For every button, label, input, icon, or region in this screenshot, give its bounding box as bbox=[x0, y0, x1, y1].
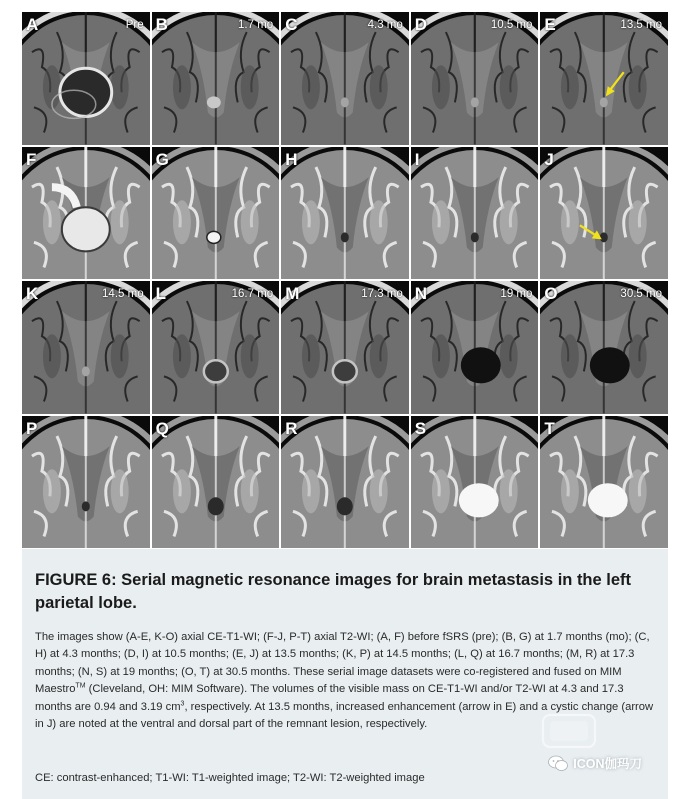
mri-panel-t bbox=[540, 416, 668, 549]
panel-time-label: 10.5 mo bbox=[490, 19, 533, 31]
figure-title: FIGURE 6: Serial magnetic resonance images for brain metastasis in the left parietal lobe. bbox=[35, 571, 632, 612]
panel-letter: Q bbox=[155, 418, 169, 438]
figure-abbreviations: CE: contrast-enhanced; T1-WI: T1-weighted image; T2-WI: T2-weighted image bbox=[35, 772, 425, 784]
mri-panel-s bbox=[411, 416, 539, 549]
mri-image bbox=[411, 12, 539, 145]
panel-letter: D bbox=[414, 15, 428, 34]
figure-image-grid bbox=[22, 12, 668, 548]
mri-image bbox=[152, 416, 280, 549]
watermark bbox=[548, 754, 642, 772]
panel-letter: B bbox=[155, 15, 168, 34]
mri-panel-h bbox=[281, 147, 409, 280]
mri-image bbox=[22, 12, 150, 145]
mri-panel-b bbox=[152, 12, 280, 145]
mri-image bbox=[411, 147, 539, 280]
mri-image bbox=[152, 147, 280, 280]
panel-time-label: 17.3 mo bbox=[361, 288, 403, 300]
panel-time-label: 13.5 mo bbox=[620, 19, 662, 31]
mri-image bbox=[540, 416, 668, 549]
mri-image bbox=[152, 281, 280, 414]
mri-image bbox=[281, 416, 409, 549]
panel-letter: T bbox=[544, 418, 555, 438]
mri-panel-i bbox=[411, 147, 539, 280]
panel-time-label: 19 mo bbox=[500, 288, 533, 300]
panel-letter: E bbox=[544, 15, 556, 34]
mri-image bbox=[22, 147, 150, 280]
panel-letter: N bbox=[414, 284, 428, 303]
mri-panel-g bbox=[152, 147, 280, 280]
mri-image bbox=[540, 147, 668, 280]
mri-panel-m bbox=[281, 281, 409, 414]
panel-time-label: 1.7 mo bbox=[238, 19, 274, 31]
panel-letter: K bbox=[26, 284, 39, 303]
mri-image bbox=[281, 147, 409, 280]
wechat-icon bbox=[548, 755, 568, 772]
mri-panel-c bbox=[281, 12, 409, 145]
panel-time-label: 4.3 mo bbox=[367, 19, 403, 31]
panel-time-label: Pre bbox=[125, 19, 144, 31]
mri-panel-o bbox=[540, 281, 668, 414]
mri-panel-f bbox=[22, 147, 150, 280]
panel-letter: S bbox=[414, 418, 427, 438]
mri-image bbox=[281, 281, 409, 414]
mri-panel-j bbox=[540, 147, 668, 280]
mri-panel-p bbox=[22, 416, 150, 549]
mri-panel-a bbox=[22, 12, 150, 145]
mri-image bbox=[152, 12, 280, 145]
figure-caption-box bbox=[22, 549, 668, 799]
panel-letter: P bbox=[26, 418, 38, 438]
panel-letter: M bbox=[285, 284, 300, 303]
mri-panel-r bbox=[281, 416, 409, 549]
panel-letter: O bbox=[544, 284, 558, 303]
panel-letter: I bbox=[414, 149, 420, 169]
mri-image bbox=[281, 12, 409, 145]
mri-panel-l bbox=[152, 281, 280, 414]
mri-panel-q bbox=[152, 416, 280, 549]
panel-letter: F bbox=[26, 149, 37, 169]
mri-image bbox=[540, 281, 668, 414]
mri-panel-d bbox=[411, 12, 539, 145]
mri-image bbox=[22, 416, 150, 549]
panel-letter: H bbox=[285, 149, 298, 169]
watermark-text: ICON伽玛刀 bbox=[573, 757, 642, 771]
mri-image bbox=[22, 281, 150, 414]
panel-letter: G bbox=[155, 149, 169, 169]
mri-image bbox=[411, 416, 539, 549]
panel-time-label: 16.7 mo bbox=[231, 288, 274, 300]
stamp-seal-icon bbox=[540, 709, 598, 753]
panel-time-label: 30.5 mo bbox=[620, 288, 662, 300]
mri-panel-e bbox=[540, 12, 668, 145]
panel-letter: A bbox=[26, 15, 39, 34]
figure-caption: The images show (A-E, K-O) axial CE-T1-WI; (F-J, P-T) axial T2-WI; (A, F) before fSRS (pre); (B, G) at 1.7 months (mo); (C, H) at 4.3 months; (D, I) at 10.5 months; (E, J) at 13.5 months; (K, P) at 14.5 months; (L, Q) at 16.7 months; (M, R) at 17.3 months; (N, S) at 19 months; (O, T) at 30.5 months. These serial image datasets were co-registered and fused on MIM Maestro™ (Cleveland, OH: MIM Software). The volumes of the visible mass on CE-T1-WI and/or T2-WI at 4.3 and 17.3 months are 0.94 and 3.19 $cm^3$, respectively. At 13.5 months, increased enhancement (arrow in E) and a cystic change (arrow in J) are noted at the ventral and dorsal part of the remnant lesion, respectively. bbox=[35, 631, 654, 731]
panel-letter: R bbox=[285, 418, 298, 438]
mri-panel-k bbox=[22, 281, 150, 414]
mri-image bbox=[411, 281, 539, 414]
panel-letter: J bbox=[544, 149, 554, 169]
panel-letter: C bbox=[285, 15, 298, 34]
mri-image bbox=[540, 12, 668, 145]
panel-time-label: 14.5 mo bbox=[102, 288, 144, 300]
panel-letter: L bbox=[155, 284, 166, 303]
mri-panel-n bbox=[411, 281, 539, 414]
